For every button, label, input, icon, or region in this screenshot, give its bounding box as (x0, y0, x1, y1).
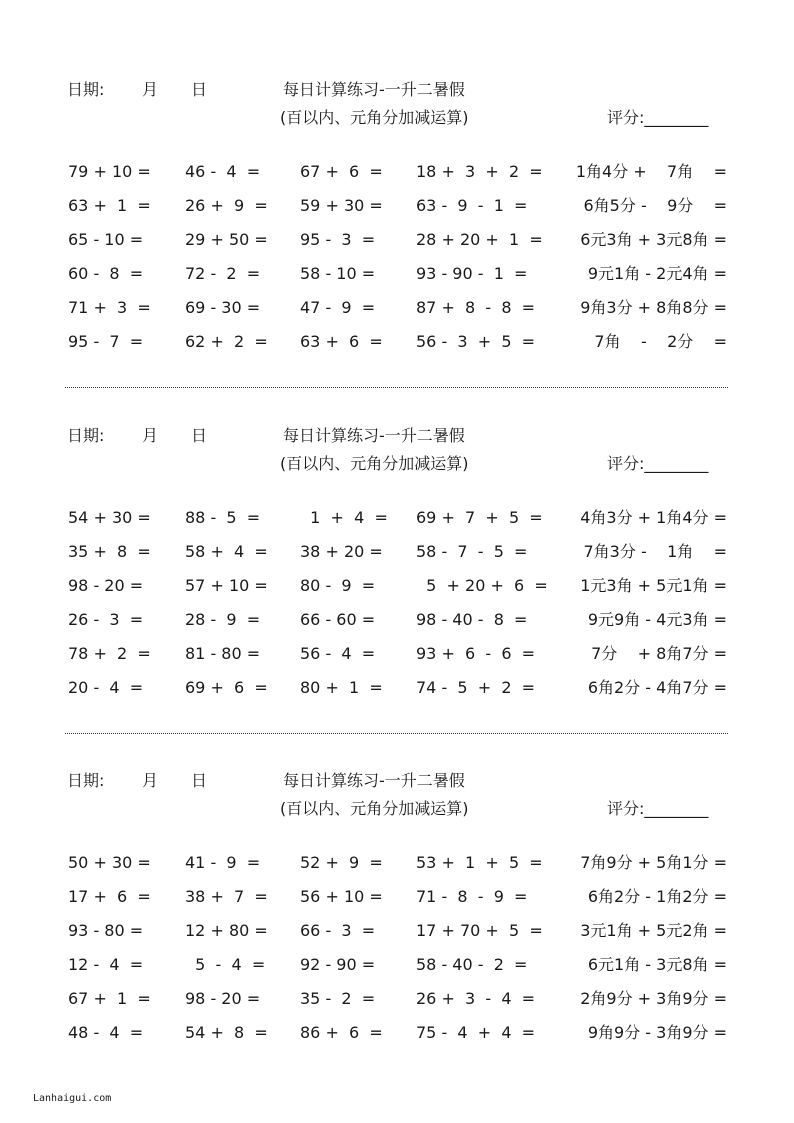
problem-cell: 75 - 4 + 4 = (416, 1023, 536, 1042)
problem-row (0, 230, 794, 264)
problem-cell: 6角2分 - 1角2分 = (587, 887, 727, 906)
problem-cell: 28 + 20 + 1 = (416, 230, 543, 249)
problem-cell: 58 - 10 = (300, 264, 376, 283)
problem-cell: 93 - 80 = (68, 921, 144, 940)
worksheet-subtitle: (百以内、元角分加减运算) (280, 799, 469, 818)
problem-cell: 7角 - 2分 = (594, 332, 727, 351)
problem-cell: 41 - 9 = (185, 853, 261, 872)
problem-cell: 26 + 9 = (185, 196, 268, 215)
problem-cell: 74 - 5 + 2 = (416, 678, 536, 697)
problem-cell: 7分 + 8角7分 = (591, 644, 727, 663)
problem-cell: 72 - 2 = (185, 264, 261, 283)
day-label: 日 (191, 426, 208, 445)
problem-cell: 58 - 40 - 2 = (416, 955, 528, 974)
score-label: 评分:________ (607, 454, 709, 473)
score-label: 评分:________ (607, 108, 709, 127)
problem-cell: 17 + 6 = (68, 887, 151, 906)
problem-cell: 7角3分 - 1角 = (583, 542, 727, 561)
problem-cell: 69 + 7 + 5 = (416, 508, 543, 527)
problem-cell: 66 - 60 = (300, 610, 376, 629)
problem-cell: 62 + 2 = (185, 332, 268, 351)
problem-row (0, 162, 794, 196)
problem-row (0, 298, 794, 332)
problem-cell: 4角3分 + 1角4分 = (580, 508, 727, 527)
problem-cell: 6元3角 + 3元8角 = (580, 230, 727, 249)
problem-cell: 81 - 80 = (185, 644, 261, 663)
problem-row (0, 644, 794, 678)
problem-cell: 3元1角 + 5元2角 = (580, 921, 727, 940)
problem-row (0, 196, 794, 230)
problem-row (0, 508, 794, 542)
problem-cell: 88 - 5 = (185, 508, 261, 527)
problem-cell: 9角3分 + 8角8分 = (580, 298, 727, 317)
problem-cell: 28 - 9 = (185, 610, 261, 629)
problem-cell: 17 + 70 + 5 = (416, 921, 543, 940)
problem-cell: 9角9分 - 3角9分 = (587, 1023, 727, 1042)
footer-site-url: Lanhaigui.com (33, 1093, 112, 1104)
problem-cell: 26 + 3 - 4 = (416, 989, 536, 1008)
problem-cell: 54 + 30 = (68, 508, 151, 527)
problem-grid (0, 162, 794, 366)
problem-cell: 98 - 20 = (68, 576, 144, 595)
problem-cell: 38 + 7 = (185, 887, 268, 906)
problem-cell: 35 + 8 = (68, 542, 151, 561)
worksheet-title: 每日计算练习-一升二暑假 (283, 771, 465, 790)
problem-cell: 54 + 8 = (185, 1023, 268, 1042)
month-label: 月 (142, 80, 159, 99)
day-label: 日 (191, 80, 208, 99)
date-label: 日期: (67, 80, 105, 99)
problem-cell: 26 - 3 = (68, 610, 144, 629)
problem-cell: 93 + 6 - 6 = (416, 644, 536, 663)
worksheet-section-1 (0, 0, 794, 351)
problem-cell: 1 + 4 = (300, 508, 388, 527)
problem-cell: 56 - 3 + 5 = (416, 332, 536, 351)
problem-cell: 80 + 1 = (300, 678, 383, 697)
problem-row (0, 264, 794, 298)
problem-cell: 6元1角 - 3元8角 = (587, 955, 727, 974)
problem-cell: 71 + 3 = (68, 298, 151, 317)
date-label: 日期: (67, 771, 105, 790)
problem-cell: 67 + 1 = (68, 989, 151, 1008)
problem-cell: 63 + 6 = (300, 332, 383, 351)
problem-cell: 69 - 30 = (185, 298, 261, 317)
problem-cell: 71 - 8 - 9 = (416, 887, 528, 906)
problem-cell: 57 + 10 = (185, 576, 268, 595)
problem-cell: 56 - 4 = (300, 644, 376, 663)
problem-cell: 53 + 1 + 5 = (416, 853, 543, 872)
problem-cell: 7角9分 + 5角1分 = (580, 853, 727, 872)
problem-cell: 59 + 30 = (300, 196, 383, 215)
problem-row (0, 887, 794, 921)
problem-row (0, 1023, 794, 1057)
score-label: 评分:________ (607, 799, 709, 818)
date-label: 日期: (67, 426, 105, 445)
problem-cell: 79 + 10 = (68, 162, 151, 181)
problem-cell: 56 + 10 = (300, 887, 383, 906)
problem-cell: 1角4分 + 7角 = (575, 162, 727, 181)
problem-grid (0, 853, 794, 1057)
problem-cell: 18 + 3 + 2 = (416, 162, 543, 181)
worksheet-section-3 (0, 691, 794, 1042)
problem-row (0, 989, 794, 1023)
problem-cell: 87 + 8 - 8 = (416, 298, 536, 317)
problem-cell: 29 + 50 = (185, 230, 268, 249)
problem-row (0, 576, 794, 610)
problem-cell: 52 + 9 = (300, 853, 383, 872)
day-label: 日 (191, 771, 208, 790)
problem-row (0, 853, 794, 887)
problem-cell: 1元3角 + 5元1角 = (580, 576, 727, 595)
problem-row (0, 610, 794, 644)
worksheet-section-2 (0, 346, 794, 697)
problem-cell: 58 - 7 - 5 = (416, 542, 528, 561)
problem-cell: 67 + 6 = (300, 162, 383, 181)
problem-row (0, 955, 794, 989)
problem-cell: 38 + 20 = (300, 542, 383, 561)
problem-cell: 60 - 8 = (68, 264, 144, 283)
problem-cell: 69 + 6 = (185, 678, 268, 697)
worksheet-subtitle: (百以内、元角分加减运算) (280, 454, 469, 473)
problem-cell: 5 + 20 + 6 = (416, 576, 548, 595)
problem-cell: 63 + 1 = (68, 196, 151, 215)
problem-cell: 78 + 2 = (68, 644, 151, 663)
problem-cell: 98 - 20 = (185, 989, 261, 1008)
problem-cell: 95 - 7 = (68, 332, 144, 351)
problem-cell: 95 - 3 = (300, 230, 376, 249)
problem-cell: 46 - 4 = (185, 162, 261, 181)
problem-cell: 2角9分 + 3角9分 = (580, 989, 727, 1008)
problem-cell: 63 - 9 - 1 = (416, 196, 528, 215)
problem-cell: 98 - 40 - 8 = (416, 610, 528, 629)
problem-cell: 86 + 6 = (300, 1023, 383, 1042)
month-label: 月 (142, 771, 159, 790)
problem-cell: 65 - 10 = (68, 230, 144, 249)
problem-cell: 80 - 9 = (300, 576, 376, 595)
problem-cell: 35 - 2 = (300, 989, 376, 1008)
problem-cell: 92 - 90 = (300, 955, 376, 974)
problem-cell: 50 + 30 = (68, 853, 151, 872)
problem-cell: 93 - 90 - 1 = (416, 264, 528, 283)
problem-cell: 47 - 9 = (300, 298, 376, 317)
problem-cell: 5 - 4 = (185, 955, 266, 974)
problem-cell: 20 - 4 = (68, 678, 144, 697)
problem-cell: 6角2分 - 4角7分 = (587, 678, 727, 697)
problem-cell: 58 + 4 = (185, 542, 268, 561)
worksheet-subtitle: (百以内、元角分加减运算) (280, 108, 469, 127)
problem-row (0, 921, 794, 955)
problem-cell: 12 - 4 = (68, 955, 144, 974)
problem-cell: 9元1角 - 2元4角 = (587, 264, 727, 283)
problem-cell: 9元9角 - 4元3角 = (587, 610, 727, 629)
problem-cell: 6角5分 - 9分 = (583, 196, 727, 215)
problem-grid (0, 508, 794, 712)
problem-row (0, 542, 794, 576)
problem-cell: 66 - 3 = (300, 921, 376, 940)
problem-cell: 12 + 80 = (185, 921, 268, 940)
worksheet-title: 每日计算练习-一升二暑假 (283, 426, 465, 445)
month-label: 月 (142, 426, 159, 445)
worksheet-title: 每日计算练习-一升二暑假 (283, 80, 465, 99)
problem-cell: 48 - 4 = (68, 1023, 144, 1042)
